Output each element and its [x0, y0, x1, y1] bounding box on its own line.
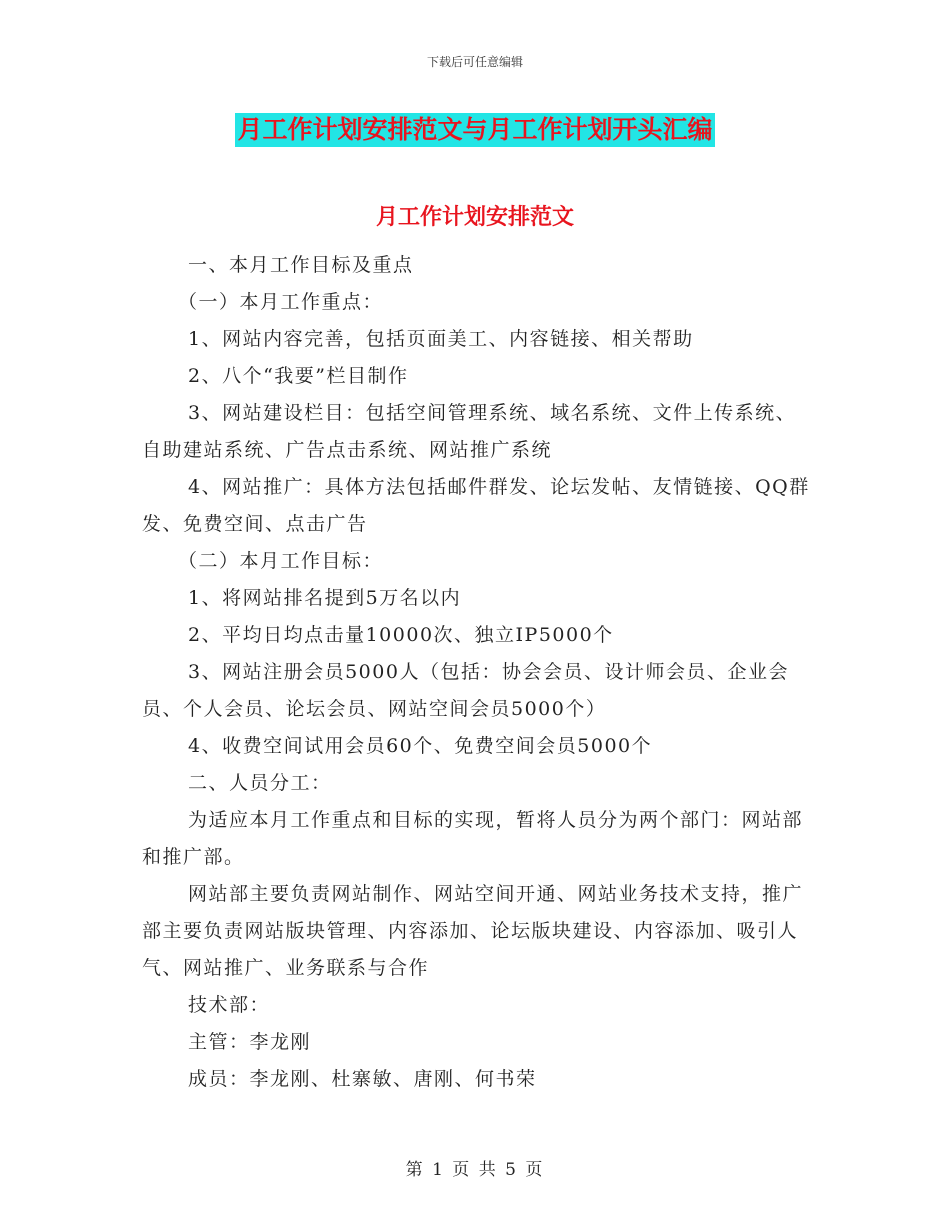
section-title: 月工作计划安排范文	[375, 204, 574, 230]
paragraph: 为适应本月工作重点和目标的实现，暂将人员分为两个部门：网站部和推广部。	[142, 809, 804, 868]
paragraph-subheading-1: （一）本月工作重点：	[178, 291, 384, 313]
paragraph: 成员：李龙刚、杜寨敏、唐刚、何书荣	[188, 1068, 537, 1090]
document-body	[142, 247, 812, 1098]
paragraph-heading-1: 一、本月工作目标及重点	[188, 254, 414, 276]
paragraph: 3、网站建设栏目：包括空间管理系统、域名系统、文件上传系统、自助建站系统、广告点击系统、网站推广系统	[142, 402, 797, 461]
paragraph: 2、八个“我要”栏目制作	[188, 365, 409, 387]
paragraph-subheading-2: （二）本月工作目标：	[178, 550, 384, 572]
header-note: 下载后可任意编辑	[426, 55, 523, 69]
paragraph: 技术部：	[188, 994, 271, 1016]
page-footer: 第 1 页 共 5 页	[405, 1160, 545, 1180]
paragraph: 4、收费空间试用会员60个、免费空间会员5000个	[188, 735, 653, 757]
paragraph: 4、网站推广：具体方法包括邮件群发、论坛发帖、友情链接、QQ群发、免费空间、点击广告	[142, 476, 810, 535]
document-title	[0, 113, 950, 147]
paragraph: 1、网站内容完善，包括页面美工、内容链接、相关帮助	[188, 328, 694, 350]
paragraph: 2、平均日均点击量10000次、独立IP5000个	[188, 624, 614, 646]
paragraph-heading-2: 二、人员分工：	[188, 772, 332, 794]
paragraph: 3、网站注册会员5000人（包括：协会会员、设计师会员、企业会员、个人会员、论坛会员、网站空间会员5000个）	[142, 661, 789, 720]
paragraph: 主管：李龙刚	[188, 1031, 312, 1053]
paragraph: 网站部主要负责网站制作、网站空间开通、网站业务技术支持，推广部主要负责网站版块管理、内容添加、论坛版块建设、内容添加、吸引人气、网站推广、业务联系与合作	[142, 883, 804, 979]
document-title-text: 月工作计划安排范文与月工作计划开头汇编	[235, 113, 714, 147]
paragraph: 1、将网站排名提到5万名以内	[188, 587, 462, 609]
